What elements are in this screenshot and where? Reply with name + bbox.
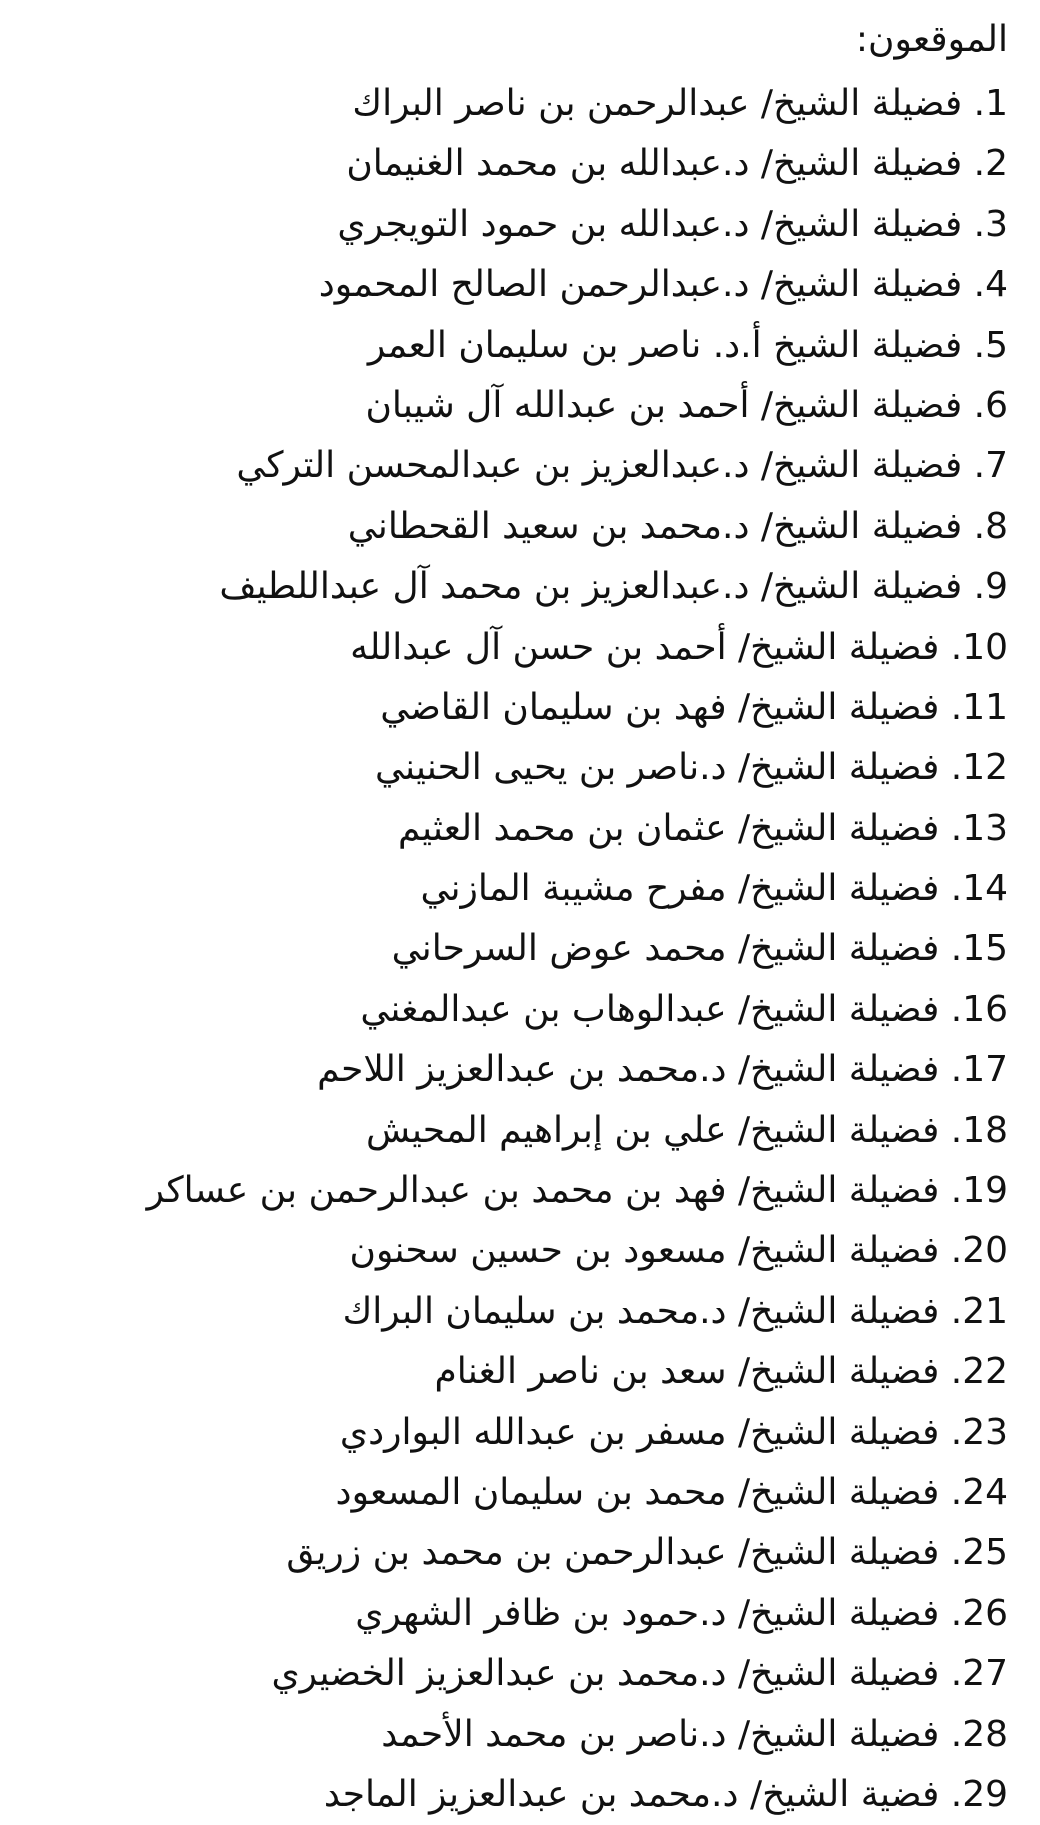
signatory-list [147,74,1008,1825]
signatory-item: 26. فضيلة الشيخ/ د.حمود بن ظافر الشهري [355,1592,1008,1634]
signatory-item: 23. فضيلة الشيخ/ مسفر بن عبدالله البواردي [339,1411,1008,1453]
signatory-item: 17. فضيلة الشيخ/ د.محمد بن عبدالعزيز اللاحم [317,1049,1008,1091]
signatory-item: 2. فضيلة الشيخ/ د.عبدالله بن محمد الغنيمان [346,143,1008,185]
signatory-item: 27. فضيلة الشيخ/ د.محمد بن عبدالعزيز الخضيري [271,1653,1008,1695]
signatory-item: 7. فضيلة الشيخ/ د.عبدالعزيز بن عبدالمحسن التركي [236,445,1008,487]
signatory-item: 12. فضيلة الشيخ/ د.ناصر بن يحيى الحنيني [375,747,1008,789]
signatory-item: 11. فضيلة الشيخ/ فهد بن سليمان القاضي [380,686,1008,728]
signatory-item: 14. فضيلة الشيخ/ مفرح مشيبة المازني [420,868,1008,910]
signatory-item: 24. فضيلة الشيخ/ محمد بن سليمان المسعود [335,1471,1008,1513]
signatory-item: 22. فضيلة الشيخ/ سعد بن ناصر الغنام [434,1351,1008,1393]
signatory-item: 20. فضيلة الشيخ/ مسعود بن حسين سحنون [349,1230,1008,1272]
signatory-item: 16. فضيلة الشيخ/ عبدالوهاب بن عبدالمغني [360,988,1008,1030]
signatory-item: 18. فضيلة الشيخ/ علي بن إبراهيم المحيش [365,1109,1008,1151]
signatory-item: 8. فضيلة الشيخ/ د.محمد بن سعيد القحطاني [347,505,1008,547]
signatory-item: 19. فضيلة الشيخ/ فهد بن محمد بن عبدالرحمن بن عساكر [146,1170,1008,1212]
signatory-item: 9. فضيلة الشيخ/ د.عبدالعزيز بن محمد آل عبداللطيف [219,566,1008,608]
signatory-item: 1. فضيلة الشيخ/ عبدالرحمن بن ناصر البراك [352,83,1008,124]
signatory-item: 21. فضيلة الشيخ/ د.محمد بن سليمان البراك [342,1290,1008,1332]
signatory-item: 25. فضيلة الشيخ/ عبدالرحمن بن محمد بن زريق [286,1532,1008,1574]
signatory-item: 5. فضيلة الشيخ أ.د. ناصر بن سليمان العمر [367,324,1008,366]
signatory-item: 4. فضيلة الشيخ/ د.عبدالرحمن الصالح المحمود [318,264,1008,306]
signatory-item: 3. فضيلة الشيخ/ د.عبدالله بن حمود التويجري [337,203,1008,245]
signatory-item: 10. فضيلة الشيخ/ أحمد بن حسن آل عبدالله [350,626,1008,668]
signatory-item: 29. فضية الشيخ/ د.محمد بن عبدالعزيز الماجد [323,1773,1008,1815]
signatory-item: 15. فضيلة الشيخ/ محمد عوض السرحاني [391,928,1008,970]
signatory-item: 28. فضيلة الشيخ/ د.ناصر بن محمد الأحمد [381,1713,1008,1755]
signatory-item: 13. فضيلة الشيخ/ عثمان بن محمد العثيم [398,807,1008,849]
signatories-heading: الموقعون: [855,19,1008,60]
signatory-item: 6. فضيلة الشيخ/ أحمد بن عبدالله آل شيبان [365,384,1008,426]
